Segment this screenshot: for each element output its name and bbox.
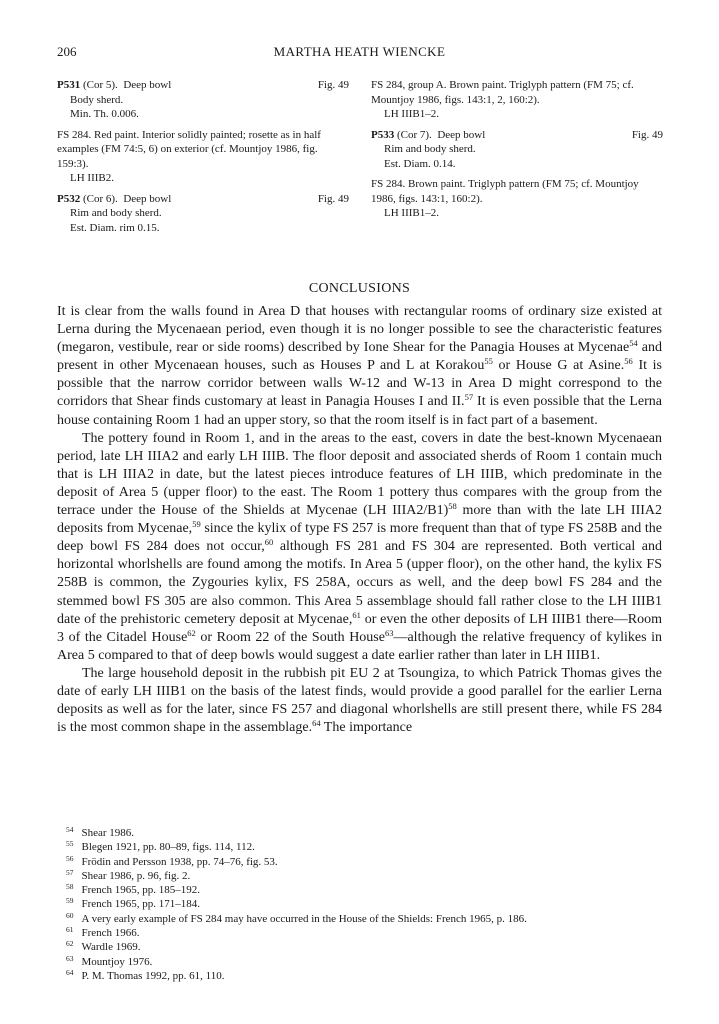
paragraph: The pottery found in Room 1, and in the areas to the east, covers in date the best-known Mycenaean period, late LH IIIA2 and early LH IIIB. The floor deposit and associated sherds of Room 1 contain much that is LH IIIA2 in date, but the latest pieces introduce features of LH IIIB, which predominate in the deposit of Area 5 (upper floor) to the east. The Room 1 pottery thus compares with the group from the terrace under the House of the Shields at Mycenae (LH IIIA2/B1)$^{58}$ more than with the late LH IIIA2 deposits from Mycenae,$^{59}$ since the kylix of type FS 257 is more frequent than that of type FS 258B and the deep bowl FS 284 does not occur,$^{60}$ although FS 281 and FS 304 are represented. Both vertical and horizontal whorlshells are found among the motifs. In Area 5 (upper floor), on the other hand, the kylix FS 258B is common, the Zygouries kylix, FS 258A, occurs as well, and the deep bowl FS 284 and the stemmed bowl FS 305 are also common. This Area 5 assemblage should fall rather close to the LH IIIB1 date of the prehistoric cemetery deposit at Mycenae,$^{61}$ or even the other deposits of LH IIIB1 there—Room 3 of the Citadel House$^{62}$ or Room 22 of the South House$^{63}$—although the relative frequency of kylikes in Area 5 compared to that of deep bowls would suggest a date earlier rather than later in LH IIIB1.	[57, 430, 662, 663]
footnote-ref: 63	[384, 627, 394, 638]
page-header	[57, 44, 662, 62]
catalog-cor: (Cor 6).	[82, 192, 118, 205]
catalog-line: Est. Diam. 0.14.	[384, 157, 456, 170]
paragraph: The large household deposit in the rubbish pit EU 2 at Tsoungiza, to which Patrick Thomas gives the date of early LH IIIB1 on the basis of the latest finds, would provide a good parallel for the earlier Lerna deposits as well as for the later, since FS 257 and diagonal whorlshells are still present there, while FS 284 is the most common shape in the assemblage.$^{64}$ The importance	[57, 665, 662, 736]
footnote-ref: 58	[448, 501, 457, 512]
footnote: $^{59}$ French 1965, pp. 171–184.	[66, 896, 201, 911]
footnote: $^{57}$ Shear 1986, p. 96, fig. 2.	[66, 867, 191, 882]
footnote: $^{64}$ P. M. Thomas 1992, pp. 61, 110.	[66, 967, 225, 982]
catalog-shape: Deep bowl	[123, 192, 172, 205]
body-text	[57, 303, 662, 737]
catalog-date: LH IIIB2.	[70, 172, 114, 184]
footnote-ref: 56	[624, 356, 633, 367]
running-title: MARTHA HEATH WIENCKE	[273, 44, 446, 59]
catalog-entry-p531	[57, 78, 349, 186]
catalog-column-left	[57, 78, 349, 235]
catalog-description: FS 284. Brown paint. Triglyph pattern (FM 75; cf. Mountjoy 1986, figs. 143:1, 160:2).	[371, 178, 639, 205]
catalog-line: Rim and body sherd.	[70, 207, 162, 219]
catalog-description: FS 284, group A. Brown paint. Triglyph pattern (FM 75; cf. Mountjoy 1986, figs. 143:1, 2, 160:2).	[371, 79, 634, 106]
catalog-cor: (Cor 5).	[82, 79, 118, 91]
footnote: $^{63}$ Mountjoy 1976.	[66, 953, 153, 968]
catalog-entry-p533	[371, 128, 663, 221]
catalog-line: Rim and body sherd.	[384, 143, 476, 155]
catalog-entry-heading	[57, 192, 349, 207]
footnotes	[66, 826, 666, 983]
catalog-entry-p532	[57, 192, 349, 236]
catalog-cor: (Cor 7).	[396, 128, 432, 141]
catalog-id: P532	[57, 192, 81, 205]
catalog-column-right	[371, 78, 663, 221]
footnote-ref: 57	[464, 392, 474, 403]
catalog-entry-heading	[371, 128, 663, 143]
footnote-ref: 61	[352, 609, 361, 620]
footnote-ref: 62	[187, 627, 196, 638]
catalog-description: FS 284. Red paint. Interior solidly painted; rosette as in half examples (FM 74:5, 6) on exterior (cf. Mountjoy 1986, fig. 159:3).	[57, 128, 321, 170]
footnote-ref: 59	[192, 519, 201, 530]
catalog-id: P531	[57, 79, 81, 91]
footnote: $^{56}$ Frödin and Persson 1938, pp. 74–76, fig. 53.	[66, 853, 278, 868]
footnote-ref: 55	[484, 356, 493, 367]
catalog-shape: Deep bowl	[123, 79, 172, 91]
catalog-line: Body sherd.	[70, 93, 124, 106]
footnote: $^{55}$ Blegen 1921, pp. 80–89, figs. 114, 112.	[66, 839, 255, 854]
section-title: CONCLUSIONS	[308, 281, 411, 296]
footnote: $^{58}$ French 1965, pp. 185–192.	[66, 882, 201, 897]
catalog-date: LH IIIB1–2.	[384, 108, 439, 120]
page-number: 206	[57, 44, 77, 59]
catalog-date: LH IIIB1–2.	[384, 207, 439, 219]
figure-reference: Fig. 49	[631, 128, 663, 141]
footnote-ref: 64	[312, 718, 321, 729]
catalog-line: Min. Th. 0.006.	[70, 108, 139, 120]
catalog-id: P533	[371, 128, 395, 141]
footnote-ref: 54	[629, 338, 638, 349]
footnote: $^{62}$ Wardle 1969.	[66, 939, 141, 954]
figure-reference: Fig. 49	[317, 192, 349, 205]
figure-reference: Fig. 49	[317, 79, 349, 91]
footnote: $^{61}$ French 1966.	[66, 925, 140, 940]
footnote: $^{54}$ Shear 1986.	[66, 825, 135, 839]
catalog-entry-heading	[57, 78, 349, 93]
catalog-line: Est. Diam. rim 0.15.	[70, 221, 160, 234]
footnote: $^{60}$ A very early example of FS 284 may have occurred in the House of the Shields: French 1965, p. 186.	[66, 910, 527, 925]
footnote-ref: 60	[264, 537, 274, 548]
catalog-shape: Deep bowl	[437, 128, 486, 141]
paragraph: It is clear from the walls found in Area D that houses with rectangular rooms of ordinary size existed at Lerna during the Mycenaean period, even though it is no longer possible to see the characteristic features (megaron, vestibule, rear or side rooms) described by Ione Shear for the Panagia Houses at Mycenae$^{54}$ and present in other Mycenaean houses, such as Houses P and L at Korakou$^{55}$ or House G at Asine.$^{56}$ It is possible that the narrow corridor between walls W-12 and W-13 in Area D might correspond to the corridors that Shear finds customary at least in Panagia Houses I and II.$^{57}$ It is even possible that the Lerna house containing Room 1 had an upper story, so that the room itself is in fact part of a basement.	[57, 304, 663, 428]
